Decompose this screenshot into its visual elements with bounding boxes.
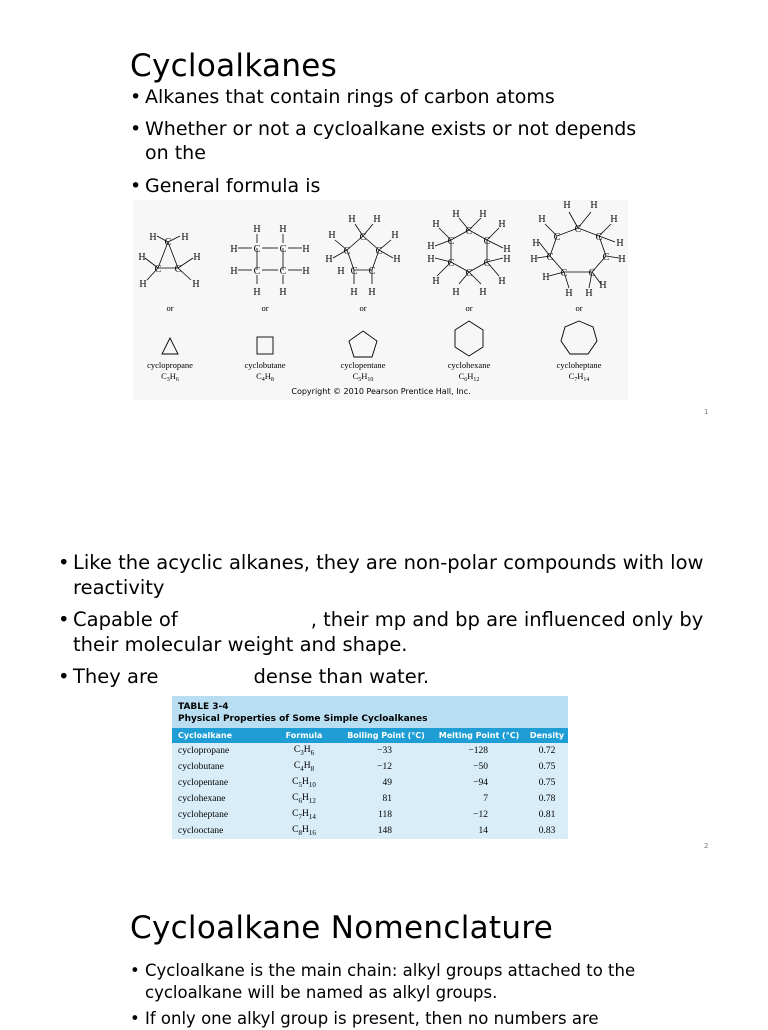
svg-text:H: H [337, 266, 345, 277]
svg-text:H: H [590, 200, 598, 211]
table-cell: cyclopropane [178, 746, 230, 756]
svg-text:H: H [479, 209, 487, 220]
svg-text:H: H [427, 241, 435, 252]
svg-text:H: H [253, 224, 261, 235]
svg-text:C: C [553, 232, 561, 243]
svg-text:C: C [343, 246, 351, 257]
table-row [172, 823, 568, 839]
ring-name: cyclohexane [447, 360, 491, 370]
svg-text:C: C [447, 236, 455, 247]
svg-text:H: H [193, 252, 201, 263]
svg-text:H: H [532, 238, 540, 249]
bullet-item: • If only one alkyl group is present, then no numbers are [130, 1009, 599, 1028]
table-cell: cyclobutane [178, 762, 224, 772]
ring-formula: $C_6H_{12}$ [458, 371, 480, 383]
table-cell: $C_5H_{10}$ [292, 777, 316, 789]
svg-text:H: H [192, 279, 200, 290]
svg-text:H: H [279, 287, 287, 298]
page-number: 1 [704, 408, 709, 416]
svg-text:H: H [279, 224, 287, 235]
svg-text:H: H [253, 287, 261, 298]
column-header: Density [526, 728, 568, 743]
page-title: Cycloalkane Nomenclature [130, 910, 554, 946]
svg-text:H: H [348, 214, 356, 225]
svg-text:C: C [174, 264, 182, 275]
svg-text:H: H [503, 254, 511, 265]
bullet-item: • Whether or not a cycloalkane exists or not depends on the [130, 118, 637, 164]
or-label: or [465, 303, 473, 313]
ring-formula: $C_3H_6$ [161, 371, 179, 383]
svg-text:H: H [503, 244, 511, 255]
table-cell: −33 [377, 746, 392, 756]
table-cell: 0.75 [538, 778, 556, 788]
svg-text:H: H [610, 214, 618, 225]
ring-formula: $C_4H_8$ [256, 371, 274, 383]
svg-text:H: H [302, 266, 310, 277]
svg-text:C: C [588, 268, 596, 279]
svg-text:C: C [253, 266, 261, 277]
svg-text:H: H [230, 244, 238, 255]
svg-text:H: H [498, 219, 506, 230]
figure-copyright: Copyright © 2010 Pearson Prentice Hall, Inc. [291, 387, 471, 396]
svg-text:C: C [602, 252, 610, 263]
table-row [172, 791, 568, 807]
svg-text:H: H [149, 232, 157, 243]
svg-text:C: C [483, 258, 491, 269]
table-row [172, 759, 568, 775]
svg-text:C: C [359, 232, 367, 243]
bullet-item: • Cycloalkane is the main chain: alkyl groups attached to the cycloalkane will be named as alkyl groups. [130, 961, 636, 1002]
column-header: Formula [268, 728, 340, 743]
ring-name: cycloheptane [556, 360, 602, 370]
table-cell: 0.72 [538, 746, 556, 756]
table-cell: 0.81 [538, 810, 556, 820]
bullet-item: • Like the acyclic alkanes, they are non-polar compounds with low reactivity [58, 551, 704, 599]
svg-text:H: H [427, 254, 435, 265]
svg-text:H: H [393, 254, 401, 265]
bullet-item: • They are dense than water. [58, 665, 430, 688]
table-cell: 118 [378, 810, 392, 820]
table-row [172, 743, 568, 759]
table-cell: −50 [473, 762, 488, 772]
table-cell: −128 [468, 746, 488, 756]
table-cell: 81 [382, 794, 392, 804]
bullet-item: • Capable of , their mp and bp are influenced only by their molecular weight and shape. [58, 608, 704, 656]
table-cell: 49 [382, 778, 392, 788]
table-cell: $C_3H_6$ [293, 745, 315, 757]
svg-text:C: C [447, 258, 455, 269]
table-cell: cycloheptane [178, 810, 229, 820]
properties-table [172, 696, 568, 839]
page-title: Cycloalkanes [130, 48, 338, 84]
svg-text:C: C [164, 237, 172, 248]
svg-text:H: H [563, 200, 571, 211]
svg-text:H: H [139, 279, 147, 290]
svg-text:H: H [530, 254, 538, 265]
table-row [172, 807, 568, 823]
svg-text:H: H [432, 219, 440, 230]
ring-formula: $C_7H_{14}$ [568, 371, 590, 383]
svg-text:H: H [373, 214, 381, 225]
svg-text:H: H [498, 276, 506, 287]
svg-text:H: H [230, 266, 238, 277]
svg-text:C: C [279, 244, 287, 255]
or-label: or [575, 303, 583, 313]
svg-text:H: H [479, 287, 487, 298]
svg-text:H: H [138, 252, 146, 263]
page-number: 2 [704, 842, 709, 850]
or-label: or [261, 303, 269, 313]
svg-text:H: H [328, 230, 336, 241]
svg-text:H: H [599, 280, 607, 291]
svg-text:H: H [302, 244, 310, 255]
table-cell: $C_7H_{14}$ [292, 809, 316, 821]
column-header: Boiling Point (°C) [340, 728, 432, 743]
svg-text:C: C [546, 252, 554, 263]
bullet-item: • Alkanes that contain rings of carbon atoms [130, 86, 555, 108]
svg-text:H: H [368, 287, 376, 298]
svg-text:C: C [595, 232, 603, 243]
svg-text:H: H [325, 254, 333, 265]
svg-text:H: H [585, 288, 593, 299]
table-cell: cyclopentane [178, 778, 229, 788]
svg-text:C: C [465, 226, 473, 237]
svg-text:H: H [542, 272, 550, 283]
table-cell: $C_6H_{12}$ [292, 793, 316, 805]
table-cell: $C_8H_{16}$ [292, 825, 316, 837]
svg-text:C: C [465, 268, 473, 279]
table-cell: 14 [478, 826, 488, 836]
svg-text:H: H [452, 287, 460, 298]
bullet-item: • General formula is [130, 175, 321, 197]
svg-text:C: C [350, 266, 358, 277]
svg-text:C: C [279, 266, 287, 277]
svg-text:H: H [538, 214, 546, 225]
svg-text:C: C [483, 236, 491, 247]
ring-name: cyclobutane [244, 360, 286, 370]
table-cell: 0.75 [538, 762, 556, 772]
svg-text:C: C [368, 266, 376, 277]
or-label: or [166, 303, 174, 313]
column-header: Cycloalkane [172, 728, 268, 743]
svg-text:H: H [391, 230, 399, 241]
ring-formula: $C_5H_{10}$ [352, 371, 374, 383]
svg-text:H: H [350, 287, 358, 298]
table-cell: 7 [483, 794, 488, 804]
or-label: or [359, 303, 367, 313]
svg-text:H: H [181, 232, 189, 243]
ring-name: cyclopentane [340, 360, 386, 370]
svg-text:H: H [452, 209, 460, 220]
cycloalkane-structures-figure [133, 200, 628, 400]
table-cell: −12 [377, 762, 392, 772]
svg-text:H: H [565, 288, 573, 299]
ring-name: cyclopropane [147, 360, 193, 370]
table-cell: cyclohexane [178, 794, 226, 804]
table-cell: cyclooctane [178, 826, 224, 836]
table-caption: TABLE 3-4 Physical Properties of Some Simple Cycloalkanes [172, 696, 568, 728]
table-cell: 0.78 [538, 794, 556, 804]
table-cell: −94 [473, 778, 488, 788]
svg-text:C: C [574, 224, 582, 235]
table-cell: 0.83 [538, 826, 556, 836]
svg-text:C: C [253, 244, 261, 255]
svg-text:C: C [560, 268, 568, 279]
svg-text:H: H [618, 254, 626, 265]
svg-text:C: C [375, 246, 383, 257]
table-cell: −12 [473, 810, 488, 820]
table-cell: 148 [377, 826, 392, 836]
svg-text:C: C [154, 264, 162, 275]
table-row [172, 775, 568, 791]
svg-text:H: H [432, 276, 440, 287]
table-cell: $C_4H_8$ [293, 761, 315, 773]
column-header: Melting Point (°C) [432, 728, 526, 743]
svg-text:H: H [616, 238, 624, 249]
